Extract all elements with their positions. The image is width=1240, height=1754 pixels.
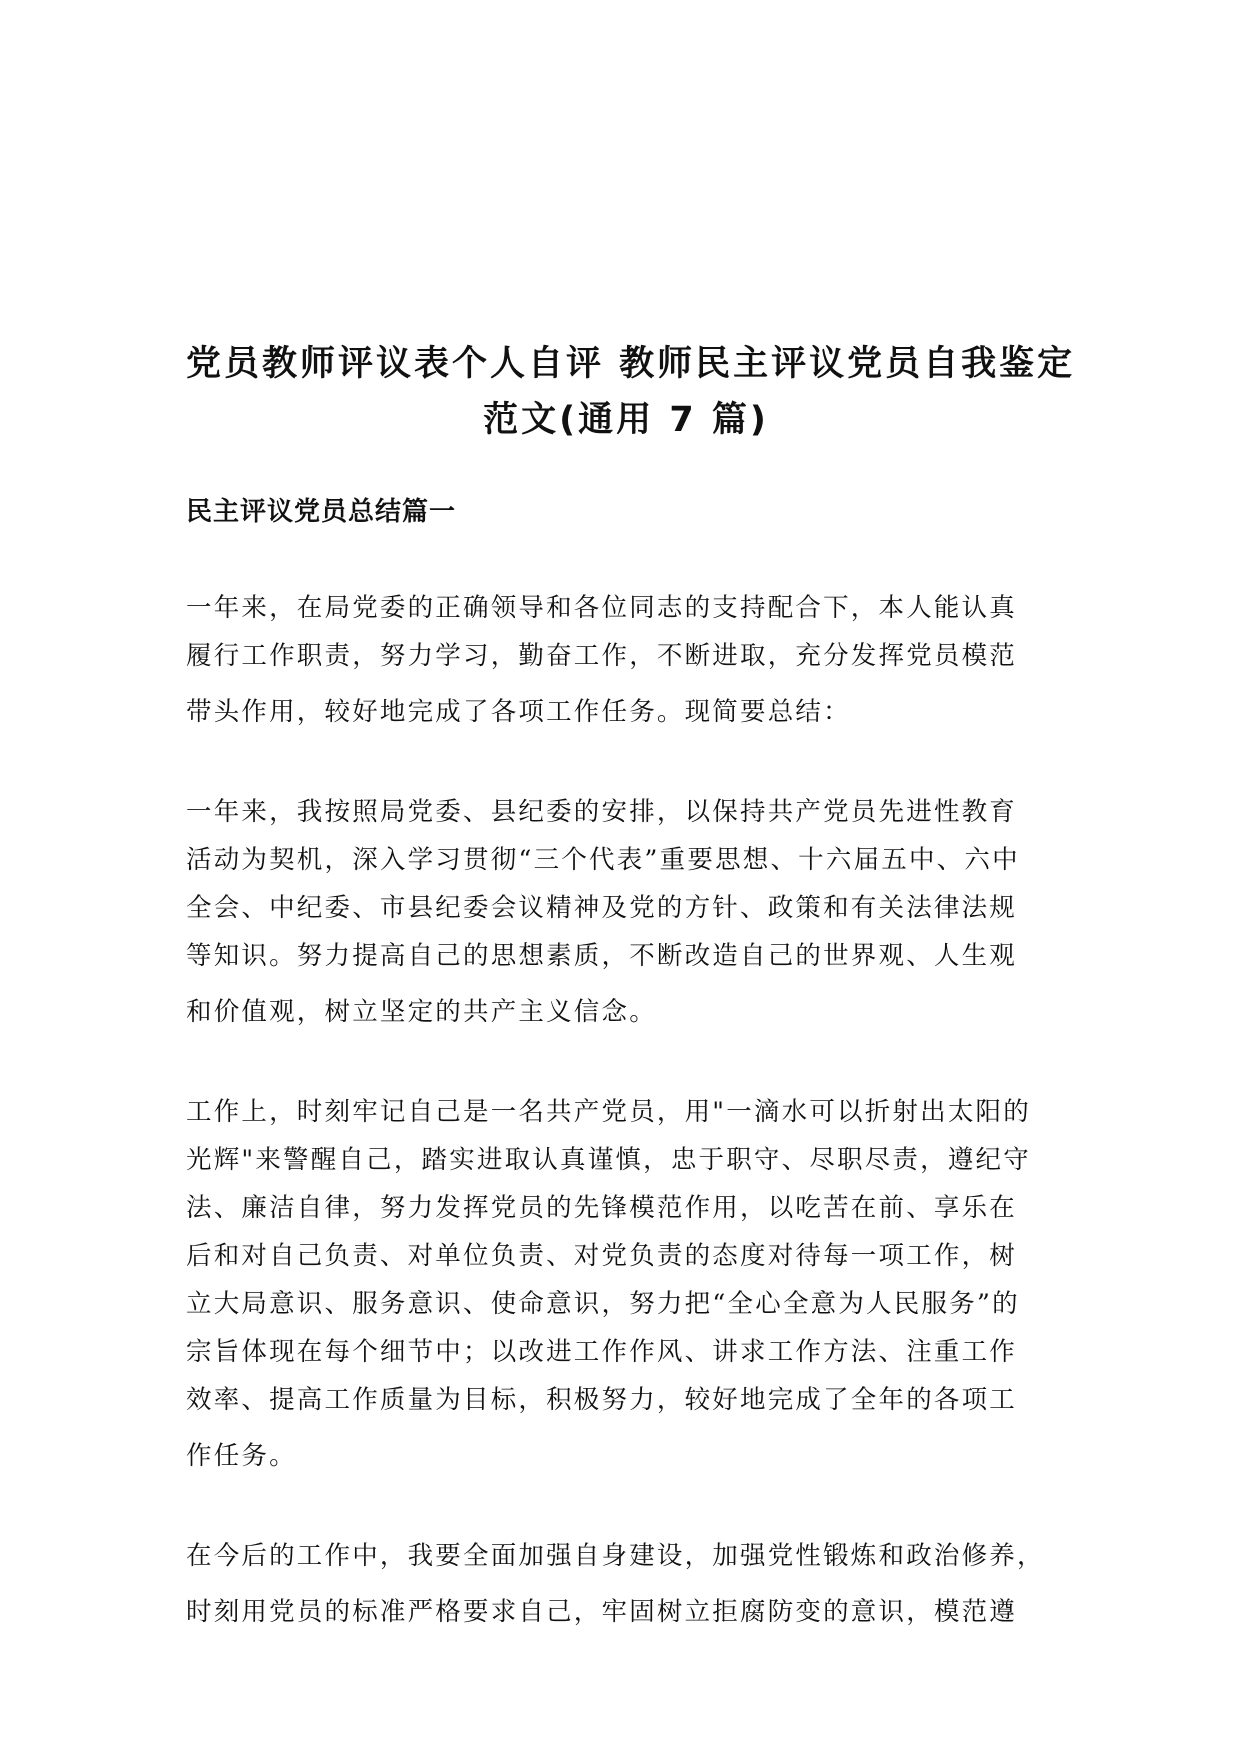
paragraph-1 — [186, 584, 1066, 736]
title-line-2: 范文(通用 7 篇) — [483, 400, 769, 440]
paragraph-line: 一年来，在局党委的正确领导和各位同志的支持配合下，本人能认真 — [186, 593, 1018, 623]
paragraph-line: 和价值观，树立坚定的共产主义信念。 — [186, 997, 657, 1027]
document-body — [186, 336, 1076, 1636]
paragraph-line: 法、廉洁自律，努力发挥党员的先锋模范作用，以吃苦在前、享乐在 — [186, 1193, 1018, 1223]
document-title — [186, 336, 1076, 448]
paragraph-line: 带头作用，较好地完成了各项工作任务。现简要总结： — [186, 697, 851, 727]
title-line-1: 党员教师评议表个人自评 教师民主评议党员自我鉴定 — [186, 344, 1076, 384]
paragraph-2 — [186, 788, 1066, 1036]
paragraph-line: 作任务。 — [186, 1441, 297, 1471]
paragraph-line: 后和对自己负责、对单位负责、对党负责的态度对待每一项工作，树 — [186, 1241, 1018, 1271]
paragraph-line: 等知识。努力提高自己的思想素质，不断改造自己的世界观、人生观 — [186, 941, 1018, 971]
paragraph-line: 全会、中纪委、市县纪委会议精神及党的方针、政策和有关法律法规 — [186, 893, 1018, 923]
paragraph-line: 在今后的工作中，我要全面加强自身建设，加强党性锻炼和政治修养， — [186, 1541, 1045, 1571]
paragraph-line: 时刻用党员的标准严格要求自己，牢固树立拒腐防变的意识，模范遵 — [186, 1597, 1018, 1627]
paragraph-line: 立大局意识、服务意识、使命意识，努力把“全心全意为人民服务”的 — [186, 1289, 1020, 1319]
paragraph-line: 宗旨体现在每个细节中；以改进工作作风、讲求工作方法、注重工作 — [186, 1337, 1018, 1367]
paragraph-line: 一年来，我按照局党委、县纪委的安排，以保持共产党员先进性教育 — [186, 797, 1018, 827]
paragraph-4 — [186, 1532, 1066, 1636]
paragraph-line: 履行工作职责，努力学习，勤奋工作，不断进取，充分发挥党员模范 — [186, 641, 1018, 671]
paragraph-line: 效率、提高工作质量为目标，积极努力，较好地完成了全年的各项工 — [186, 1385, 1018, 1415]
paragraph-line: 工作上，时刻牢记自己是一名共产党员，用"一滴水可以折射出太阳的 — [186, 1097, 1031, 1127]
paragraph-line: 光辉"来警醒自己，踏实进取认真谨慎，忠于职守、尽职尽责，遵纪守 — [186, 1145, 1031, 1175]
paragraph-3 — [186, 1088, 1066, 1480]
paragraph-line: 活动为契机，深入学习贯彻“三个代表”重要思想、十六届五中、六中 — [186, 845, 1020, 875]
section-heading: 民主评议党员总结篇一 — [186, 497, 457, 527]
